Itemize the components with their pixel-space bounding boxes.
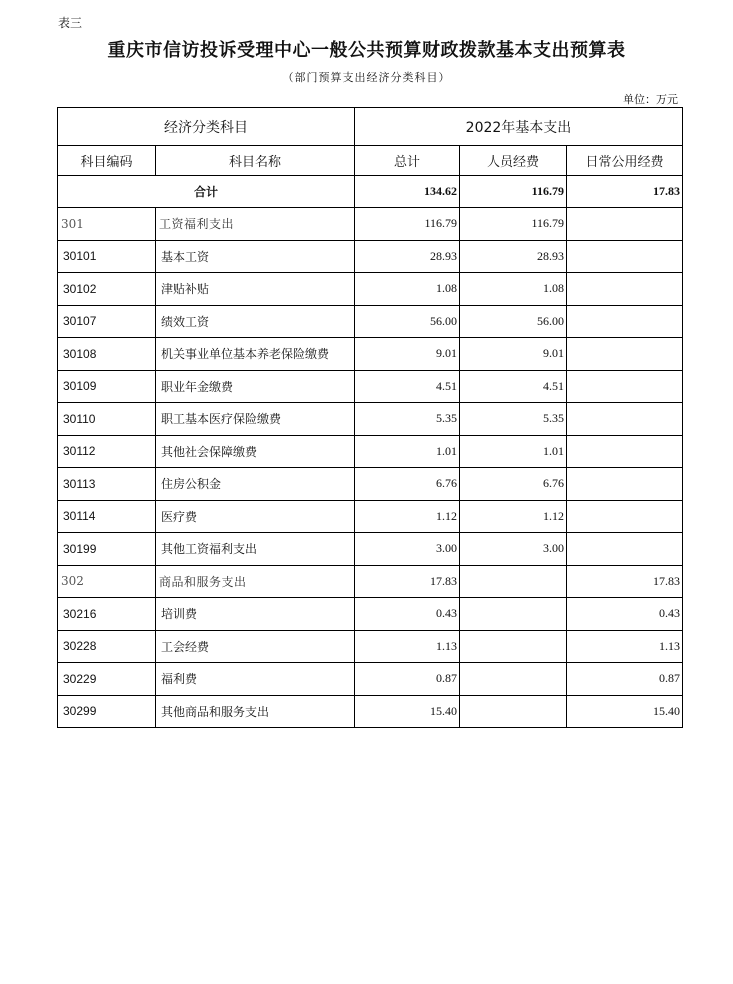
subject-code-cell: 30101 xyxy=(58,240,156,273)
subject-code-cell: 301 xyxy=(58,208,156,241)
header-daily-public-funds: 日常公用经费 xyxy=(567,146,683,176)
table-row xyxy=(58,598,683,631)
subject-name-cell: 机关事业单位基本养老保险缴费 xyxy=(156,338,355,371)
public-cell xyxy=(567,468,683,501)
subject-code-cell: 30113 xyxy=(58,468,156,501)
table-row xyxy=(58,208,683,241)
public-cell xyxy=(567,435,683,468)
total-label: 合计 xyxy=(58,176,355,208)
personnel-cell: 56.00 xyxy=(460,305,567,338)
header-economic-classification: 经济分类科目 xyxy=(58,108,355,146)
table-row xyxy=(58,630,683,663)
personnel-cell: 4.51 xyxy=(460,370,567,403)
subject-name-cell: 工会经费 xyxy=(156,630,355,663)
table-row xyxy=(58,403,683,436)
personnel-cell: 3.00 xyxy=(460,533,567,566)
public-cell: 1.13 xyxy=(567,630,683,663)
header-personnel-funds: 人员经费 xyxy=(460,146,567,176)
total-cell: 1.13 xyxy=(355,630,460,663)
total-cell: 56.00 xyxy=(355,305,460,338)
total-cell: 4.51 xyxy=(355,370,460,403)
subject-code-cell: 30199 xyxy=(58,533,156,566)
subject-code-cell: 30112 xyxy=(58,435,156,468)
public-cell xyxy=(567,533,683,566)
subject-code-cell: 30102 xyxy=(58,273,156,306)
subject-name-cell: 医疗费 xyxy=(156,500,355,533)
total-cell: 17.83 xyxy=(355,565,460,598)
public-cell xyxy=(567,338,683,371)
public-cell xyxy=(567,370,683,403)
total-personnel-cell: 116.79 xyxy=(460,176,567,208)
subject-name-cell: 其他商品和服务支出 xyxy=(156,695,355,728)
personnel-cell xyxy=(460,565,567,598)
subject-code-cell: 30229 xyxy=(58,663,156,696)
personnel-cell: 28.93 xyxy=(460,240,567,273)
public-cell: 15.40 xyxy=(567,695,683,728)
subject-name-cell: 职业年金缴费 xyxy=(156,370,355,403)
public-cell xyxy=(567,273,683,306)
total-cell: 1.08 xyxy=(355,273,460,306)
table-row xyxy=(58,533,683,566)
public-cell xyxy=(567,208,683,241)
total-cell: 116.79 xyxy=(355,208,460,241)
table-body xyxy=(58,176,683,728)
table-row xyxy=(58,695,683,728)
subject-code-cell: 30110 xyxy=(58,403,156,436)
public-cell: 17.83 xyxy=(567,565,683,598)
subject-name-cell: 商品和服务支出 xyxy=(156,565,355,598)
table-row xyxy=(58,370,683,403)
subject-code-cell: 30114 xyxy=(58,500,156,533)
personnel-cell: 9.01 xyxy=(460,338,567,371)
subject-code-cell: 30216 xyxy=(58,598,156,631)
total-cell: 28.93 xyxy=(355,240,460,273)
personnel-cell: 116.79 xyxy=(460,208,567,241)
table-row xyxy=(58,468,683,501)
total-cell: 1.01 xyxy=(355,435,460,468)
table-row xyxy=(58,338,683,371)
personnel-cell: 5.35 xyxy=(460,403,567,436)
subject-name-cell: 培训费 xyxy=(156,598,355,631)
public-cell xyxy=(567,240,683,273)
subject-name-cell: 工资福利支出 xyxy=(156,208,355,241)
public-cell xyxy=(567,500,683,533)
budget-table xyxy=(57,107,683,728)
personnel-cell xyxy=(460,630,567,663)
public-cell: 0.87 xyxy=(567,663,683,696)
public-cell: 0.43 xyxy=(567,598,683,631)
header-subject-name: 科目名称 xyxy=(156,146,355,176)
table-row xyxy=(58,565,683,598)
subject-name-cell: 津贴补贴 xyxy=(156,273,355,306)
table-number-label: 表三 xyxy=(58,16,83,30)
total-row xyxy=(58,176,683,208)
total-public-cell: 17.83 xyxy=(567,176,683,208)
total-cell: 9.01 xyxy=(355,338,460,371)
table-row xyxy=(58,663,683,696)
total-total-cell: 134.62 xyxy=(355,176,460,208)
table-row xyxy=(58,500,683,533)
subject-name-cell: 其他工资福利支出 xyxy=(156,533,355,566)
table-row xyxy=(58,240,683,273)
subject-name-cell: 职工基本医疗保险缴费 xyxy=(156,403,355,436)
subject-name-cell: 福利费 xyxy=(156,663,355,696)
personnel-cell: 6.76 xyxy=(460,468,567,501)
public-cell xyxy=(567,305,683,338)
unit-label: 单位：万元 xyxy=(623,93,678,106)
total-cell: 0.43 xyxy=(355,598,460,631)
subject-code-cell: 302 xyxy=(58,565,156,598)
subject-name-cell: 其他社会保障缴费 xyxy=(156,435,355,468)
total-cell: 1.12 xyxy=(355,500,460,533)
personnel-cell: 1.12 xyxy=(460,500,567,533)
subject-code-cell: 30228 xyxy=(58,630,156,663)
total-cell: 6.76 xyxy=(355,468,460,501)
subject-name-cell: 绩效工资 xyxy=(156,305,355,338)
table-row xyxy=(58,305,683,338)
personnel-cell xyxy=(460,663,567,696)
total-cell: 0.87 xyxy=(355,663,460,696)
table-row xyxy=(58,273,683,306)
header-total: 总计 xyxy=(355,146,460,176)
personnel-cell: 1.08 xyxy=(460,273,567,306)
personnel-cell: 1.01 xyxy=(460,435,567,468)
total-cell: 5.35 xyxy=(355,403,460,436)
personnel-cell xyxy=(460,695,567,728)
personnel-cell xyxy=(460,598,567,631)
subject-code-cell: 30107 xyxy=(58,305,156,338)
page-subtitle: （部门预算支出经济分类科目） xyxy=(282,71,451,84)
subject-code-cell: 30109 xyxy=(58,370,156,403)
total-cell: 15.40 xyxy=(355,695,460,728)
subject-name-cell: 基本工资 xyxy=(156,240,355,273)
subject-name-cell: 住房公积金 xyxy=(156,468,355,501)
page-title: 重庆市信访投诉受理中心一般公共预算财政拨款基本支出预算表 xyxy=(107,40,626,61)
subject-code-cell: 30299 xyxy=(58,695,156,728)
table-row xyxy=(58,435,683,468)
public-cell xyxy=(567,403,683,436)
header-basic-expenditure-2022: 2022年基本支出 xyxy=(355,108,683,146)
total-cell: 3.00 xyxy=(355,533,460,566)
subject-code-cell: 30108 xyxy=(58,338,156,371)
header-subject-code: 科目编码 xyxy=(58,146,156,176)
